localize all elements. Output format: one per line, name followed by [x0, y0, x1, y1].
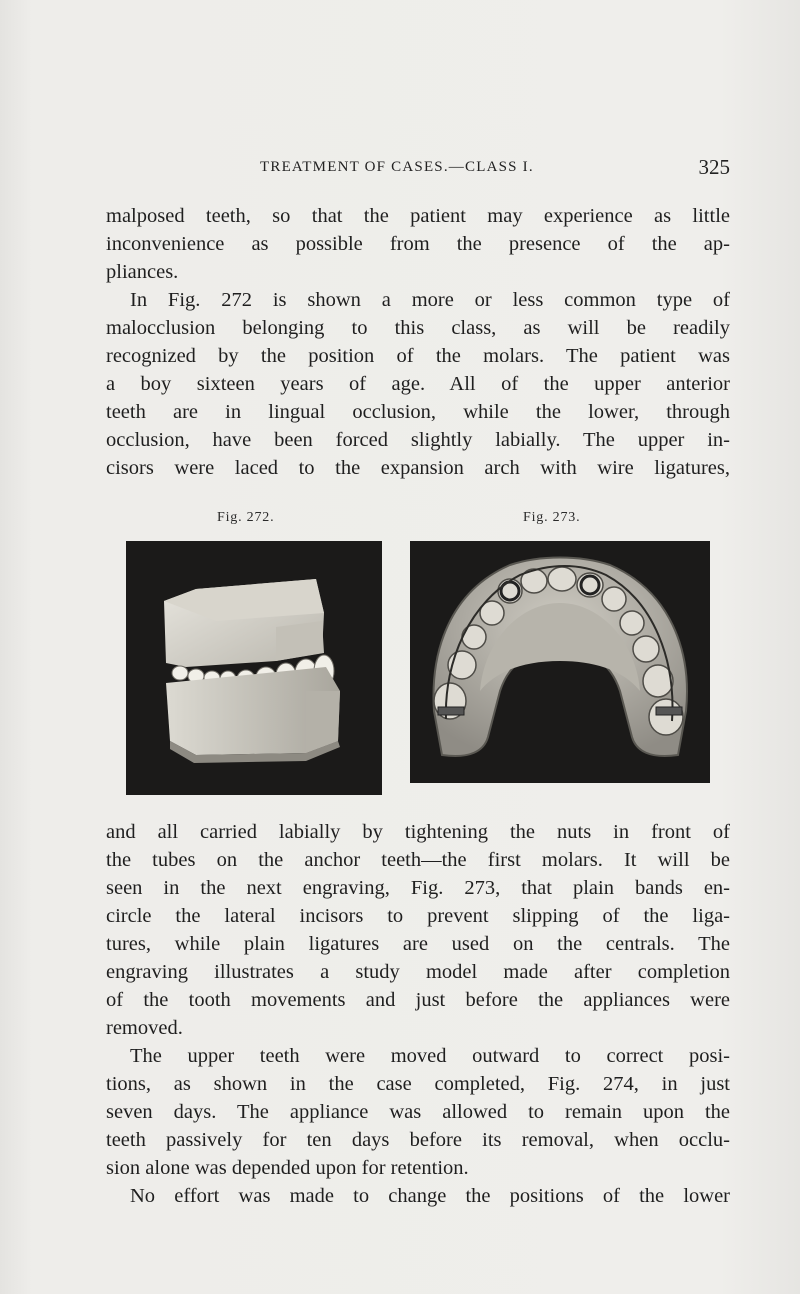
text-line: removed. [106, 1017, 183, 1039]
text-line: malocclusion belonging to this class, as will be readily [106, 317, 730, 339]
text-line: a boy sixteen years of age. All of the upper anterior [106, 373, 730, 395]
figure-273-caption: Fig. 273. [523, 510, 581, 525]
text-line: occlusion, have been forced slightly labially. The upper in- [106, 429, 730, 451]
upper-arch-model-illustration [410, 541, 710, 783]
text-line: and all carried labially by tightening the nuts in front of [106, 821, 730, 843]
text-line: In Fig. 272 is shown a more or less common type of [130, 289, 730, 311]
paragraph-fig274 [106, 1042, 730, 1182]
text-line: No effort was made to change the positions of the lower [130, 1185, 730, 1207]
paragraph-lower-teeth [106, 1182, 730, 1210]
paragraph-continuation [106, 202, 730, 286]
text-line: engraving illustrates a study model made after completion [106, 961, 730, 983]
text-line: tions, as shown in the case completed, Fig. 274, in just [106, 1073, 730, 1095]
text-line: cisors were laced to the expansion arch with wire ligatures, [106, 457, 730, 479]
figure-272-image [126, 541, 382, 795]
text-block-bottom [106, 818, 730, 1210]
text-line: The upper teeth were moved outward to correct posi- [130, 1045, 730, 1067]
paragraph-continuation-2 [106, 818, 730, 1042]
text-block-top [106, 202, 730, 482]
text-line: malposed teeth, so that the patient may experience as little [106, 205, 730, 227]
text-line: the tubes on the anchor teeth—the first molars. It will be [106, 849, 730, 871]
text-line: teeth are in lingual occlusion, while the lower, through [106, 401, 730, 423]
text-line: tures, while plain ligatures are used on the centrals. The [106, 933, 730, 955]
figure-272-caption: Fig. 272. [217, 510, 275, 525]
text-line: recognized by the position of the molars. The patient was [106, 345, 730, 367]
plaster-cast-side-view-illustration [126, 541, 382, 795]
text-line: sion alone was depended upon for retention. [106, 1157, 469, 1179]
text-line: seen in the next engraving, Fig. 273, that plain bands en- [106, 877, 730, 899]
paragraph-fig272 [106, 286, 730, 482]
text-line: inconvenience as possible from the presence of the ap- [106, 233, 730, 255]
text-line: teeth passively for ten days before its removal, when occlu- [106, 1129, 730, 1151]
figure-273-image [410, 541, 710, 783]
text-line: seven days. The appliance was allowed to remain upon the [106, 1101, 730, 1123]
text-line: of the tooth movements and just before the appliances were [106, 989, 730, 1011]
text-line: pliances. [106, 261, 179, 283]
running-head: TREATMENT OF CASES.—CLASS I. [260, 159, 534, 175]
page-header [106, 157, 730, 187]
page-number: 325 [698, 155, 730, 179]
text-line: circle the lateral incisors to prevent slipping of the liga- [106, 905, 730, 927]
